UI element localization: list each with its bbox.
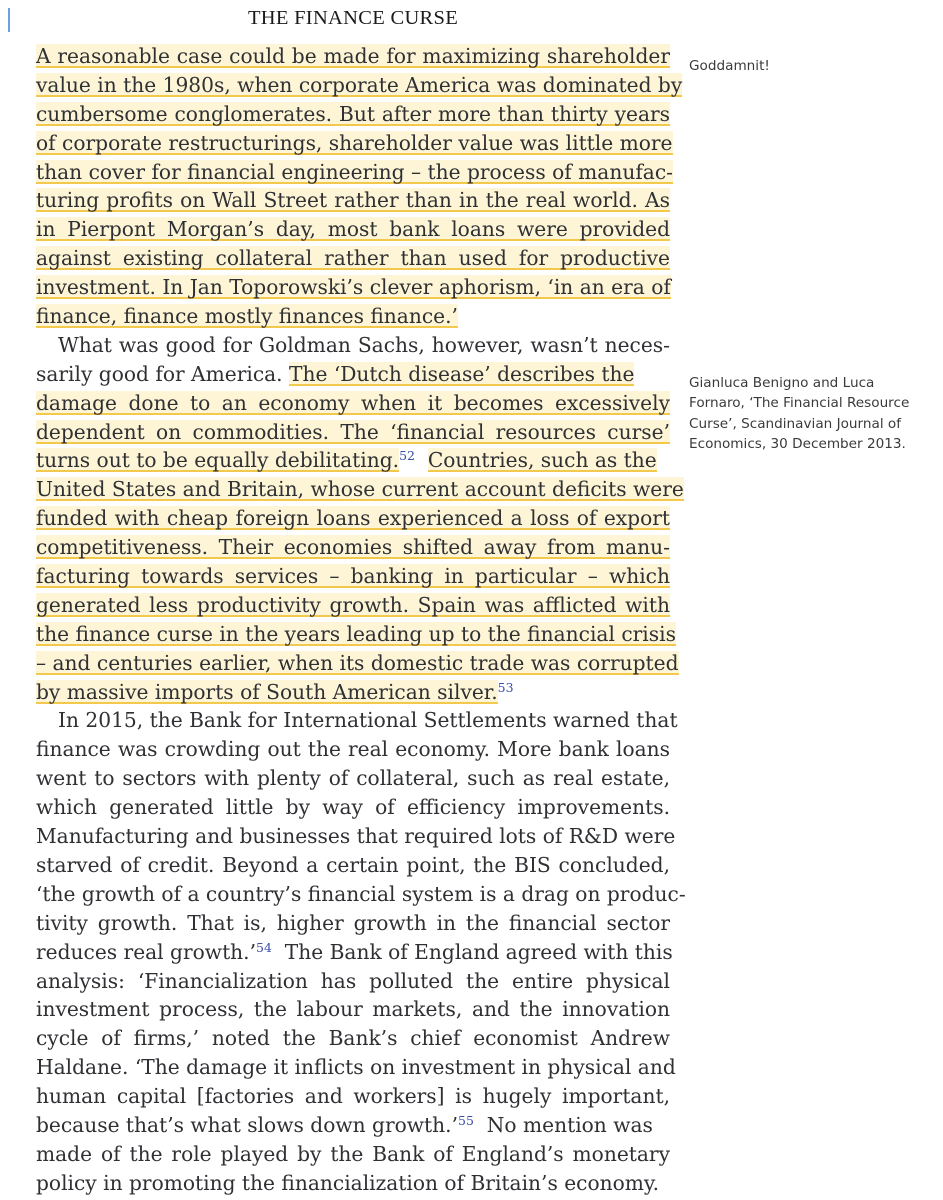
text-line [36, 735, 670, 764]
highlight[interactable]: Countries, such as the [427, 448, 657, 473]
text-line [36, 1024, 670, 1053]
highlight[interactable]: generated less productivity growth. Spain was afflicted with [36, 592, 670, 617]
text-span: policy in promoting the financialization of Britain’s economy. [36, 1170, 660, 1195]
text-line [36, 1082, 670, 1111]
text-span: The Bank of England agreed with this [284, 939, 673, 964]
text-span: finance was crowding out the real economy. More bank loans [36, 737, 670, 762]
text-line [36, 562, 670, 591]
text-line [36, 822, 676, 851]
highlight[interactable]: dependent on commodities. The ‘financial resources curse’ [36, 419, 670, 444]
text-line [36, 938, 673, 967]
text-cursor [8, 8, 10, 32]
text-line [36, 186, 670, 215]
text-span: went to sectors with plenty of collateral, such as real estate, [36, 766, 670, 791]
text-span: cycle of firms,’ noted the Bank’s chief economist Andrew [36, 1026, 670, 1051]
text-line [36, 591, 670, 620]
margin-note[interactable]: Goddamnit! [689, 58, 770, 74]
highlight[interactable]: finance, finance mostly finances finance.’ [36, 304, 458, 329]
footnote-ref-52[interactable]: 52 [399, 448, 415, 464]
text-line [36, 533, 670, 562]
text-span: reduces real growth.’ [36, 939, 257, 964]
text-line [36, 42, 670, 71]
text-span: analysis: ‘Financialization has polluted the entire physical [36, 968, 670, 993]
text-line [36, 389, 670, 418]
highlight[interactable]: than cover for financial engineering – the process of manufac- [36, 159, 673, 184]
text-span: because that’s what slows down growth.’ [36, 1112, 458, 1137]
highlight[interactable]: investment. In Jan Toporowski’s clever aphorism, ‘in an era of [36, 275, 671, 300]
text-line [36, 995, 670, 1024]
highlight[interactable]: in Pierpont Morgan’s day, most bank loans were provided [36, 217, 670, 242]
text-line [36, 302, 670, 331]
highlight[interactable]: United States and Britain, whose current account deficits were [36, 477, 684, 502]
text-line [36, 706, 678, 735]
text-line [36, 764, 670, 793]
highlight[interactable]: facturing towards services – banking in particular – which [36, 564, 670, 589]
highlight[interactable]: competitiveness. Their economies shifted away from manu- [36, 535, 670, 560]
text-line [36, 1169, 670, 1198]
text-line [36, 129, 673, 158]
text-span: starved of credit. Beyond a certain point, the BIS concluded, [36, 852, 670, 877]
text-span: tivity growth. That is, higher growth in the financial sector [36, 910, 670, 935]
text-line [36, 244, 670, 273]
text-line [36, 678, 670, 707]
text-span: ‘the growth of a country’s financial system is a drag on produc- [36, 881, 686, 906]
text-span: In 2015, the Bank for International Settlements warned that [58, 708, 678, 733]
text-span: Manufacturing and businesses that required lots of R&D were [36, 824, 676, 849]
text-line [36, 100, 670, 129]
text-line [36, 215, 670, 244]
text-line [36, 793, 670, 822]
running-head: THE FINANCE CURSE [247, 7, 459, 29]
highlight[interactable]: turns out to be equally debilitating. [36, 448, 400, 473]
text-line [36, 880, 686, 909]
highlight[interactable]: the finance curse in the years leading up to the financial crisis [36, 621, 676, 646]
text-line [36, 446, 670, 475]
highlight[interactable]: value in the 1980s, when corporate America was dominated by [36, 72, 683, 97]
highlight[interactable]: funded with cheap foreign loans experienced a loss of export [36, 506, 670, 531]
highlight[interactable]: against existing collateral rather than used for productive [36, 246, 670, 271]
text-span: made of the role played by the Bank of England’s monetary [36, 1141, 670, 1166]
text-line [36, 475, 684, 504]
text-line [36, 909, 670, 938]
text-line [36, 71, 683, 100]
text-line [36, 1140, 670, 1169]
highlight[interactable]: of corporate restructurings, shareholder value was little more [36, 130, 673, 155]
text-line [36, 273, 670, 302]
text-line [36, 1111, 670, 1140]
text-span: What was good for Goldman Sachs, however, wasn’t neces- [58, 332, 670, 357]
margin-note-citation[interactable]: Gianluca Benigno and Luca Fornaro, ‘The Financial Resource Curse’, Scandinavian Journal of Economics, 30 December 2013. [689, 375, 910, 453]
highlight[interactable]: The ‘Dutch disease’ describes the [289, 361, 635, 386]
text-span: sarily good for America. [36, 361, 289, 386]
highlight[interactable]: cumbersome conglomerates. But after more than thirty years [36, 101, 670, 126]
text-line [36, 418, 670, 447]
text-span: investment process, the labour markets, and the innovation [36, 997, 670, 1022]
text-span: human capital [factories and workers] is hugely important, [36, 1084, 670, 1109]
highlight[interactable]: turing profits on Wall Street rather than in the real world. As [36, 188, 670, 213]
footnote-ref-53[interactable]: 53 [497, 679, 514, 695]
text-line [36, 851, 670, 880]
text-line [36, 967, 670, 996]
highlight[interactable]: – and centuries earlier, when its domestic trade was corrupted [36, 650, 679, 675]
text-line [36, 504, 670, 533]
text-line [36, 649, 679, 678]
text-line [36, 360, 670, 389]
text-span: No mention was [486, 1112, 653, 1137]
footnote-ref-54[interactable]: 54 [256, 939, 272, 955]
text-line [36, 1053, 676, 1082]
text-line [36, 620, 676, 649]
text-line [36, 331, 670, 360]
text-line [36, 158, 673, 187]
highlight[interactable]: A reasonable case could be made for maximizing shareholder [36, 44, 670, 68]
highlight[interactable]: by massive imports of South American silver. [36, 679, 498, 704]
text-span: Haldane. ‘The damage it inflicts on investment in physical and [36, 1055, 676, 1080]
text-span: which generated little by way of efficiency improvements. [36, 795, 670, 820]
highlight[interactable]: damage done to an economy when it becomes excessively [36, 390, 670, 415]
book-page-body [36, 42, 686, 1198]
footnote-ref-55[interactable]: 55 [458, 1112, 474, 1128]
